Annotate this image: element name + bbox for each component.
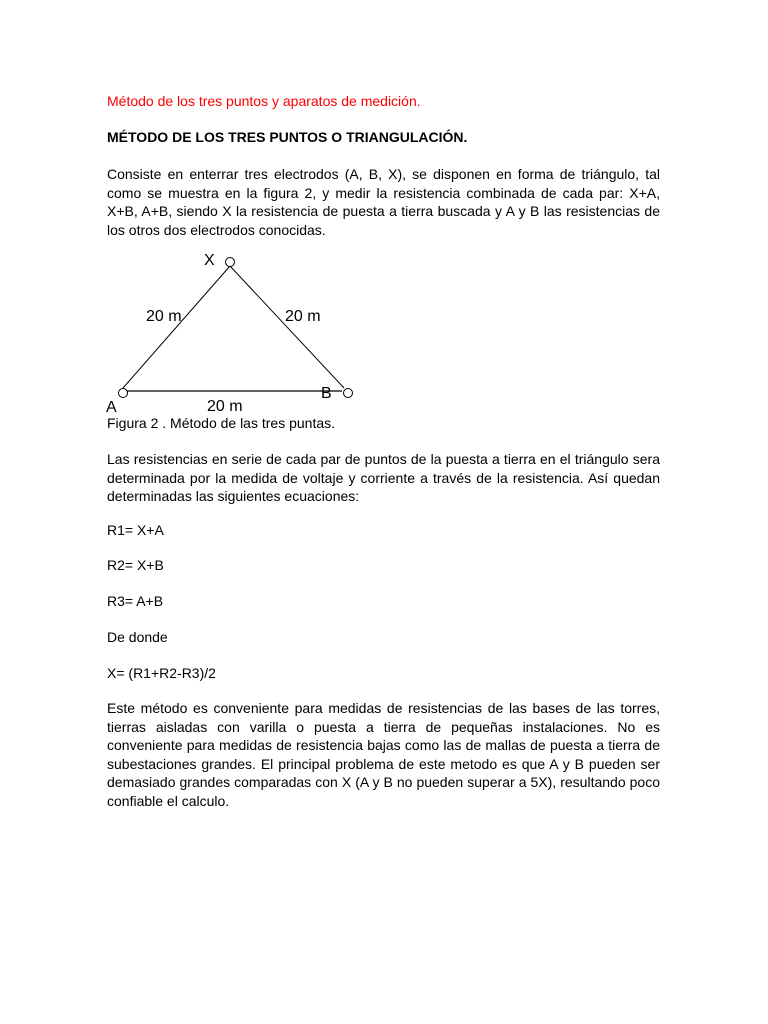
side-x-b [230, 266, 344, 388]
electrode-x-circle [226, 258, 235, 267]
document-subtitle: Método de los tres puntos y aparatos de medición. [107, 93, 421, 109]
conclusion-paragraph: Este método es conveniente para medidas de resistencias de las bases de las torres, tierras aisladas con varilla o puesta a tierra de pequeñas instalaciones. No es conveniente para medidas de resistencia bajas como las de mallas de puesta a tierra de subestaciones grandes. El principal problema de este metodo es que A y B pueden ser demasiado grandes comparadas con X (A y B no pueden superar a 5X), resultando poco confiable el calculo. [107, 700, 660, 809]
equation-r1: R1= X+A [107, 522, 164, 538]
equation-r2: R2= X+B [107, 557, 164, 573]
figure-caption: Figura 2 . Método de las tres puntas. [107, 415, 336, 431]
electrode-a-label: A [106, 399, 117, 416]
equation-r3: R3= A+B [107, 593, 164, 609]
distance-label-bottom: 20 m [207, 398, 243, 415]
de-donde-text: De donde [107, 629, 168, 645]
electrode-b-circle [344, 389, 353, 398]
distance-label-left: 20 m [146, 308, 182, 325]
electrode-b-label: B [321, 385, 332, 402]
triangle-figure [100, 246, 370, 426]
side-x-a [123, 266, 230, 388]
intro-paragraph: Consiste en enterrar tres electrodos (A, B, X), se disponen en forma de triángulo, tal como se muestra en la figura 2, y medir la resistencia combinada de cada par: X+A, X+B, A+B, siendo X la resistencia de puesta a tierra buscada y A y B las resistencias de los otros dos electrodos conocidas. [107, 166, 660, 238]
equation-result: X= (R1+R2-R3)/2 [107, 665, 216, 681]
section-heading: MÉTODO DE LOS TRES PUNTOS O TRIANGULACIÓN. [107, 129, 468, 145]
distance-label-right: 20 m [285, 308, 321, 325]
electrode-x-label: X [204, 252, 215, 269]
explanation-paragraph: Las resistencias en serie de cada par de puntos de la puesta a tierra en el triángulo sera determinada por la medida de voltaje y corriente a través de la resistencia. Así quedan determinadas las siguientes ecuaciones: [107, 451, 660, 504]
electrode-a-circle [119, 389, 128, 398]
